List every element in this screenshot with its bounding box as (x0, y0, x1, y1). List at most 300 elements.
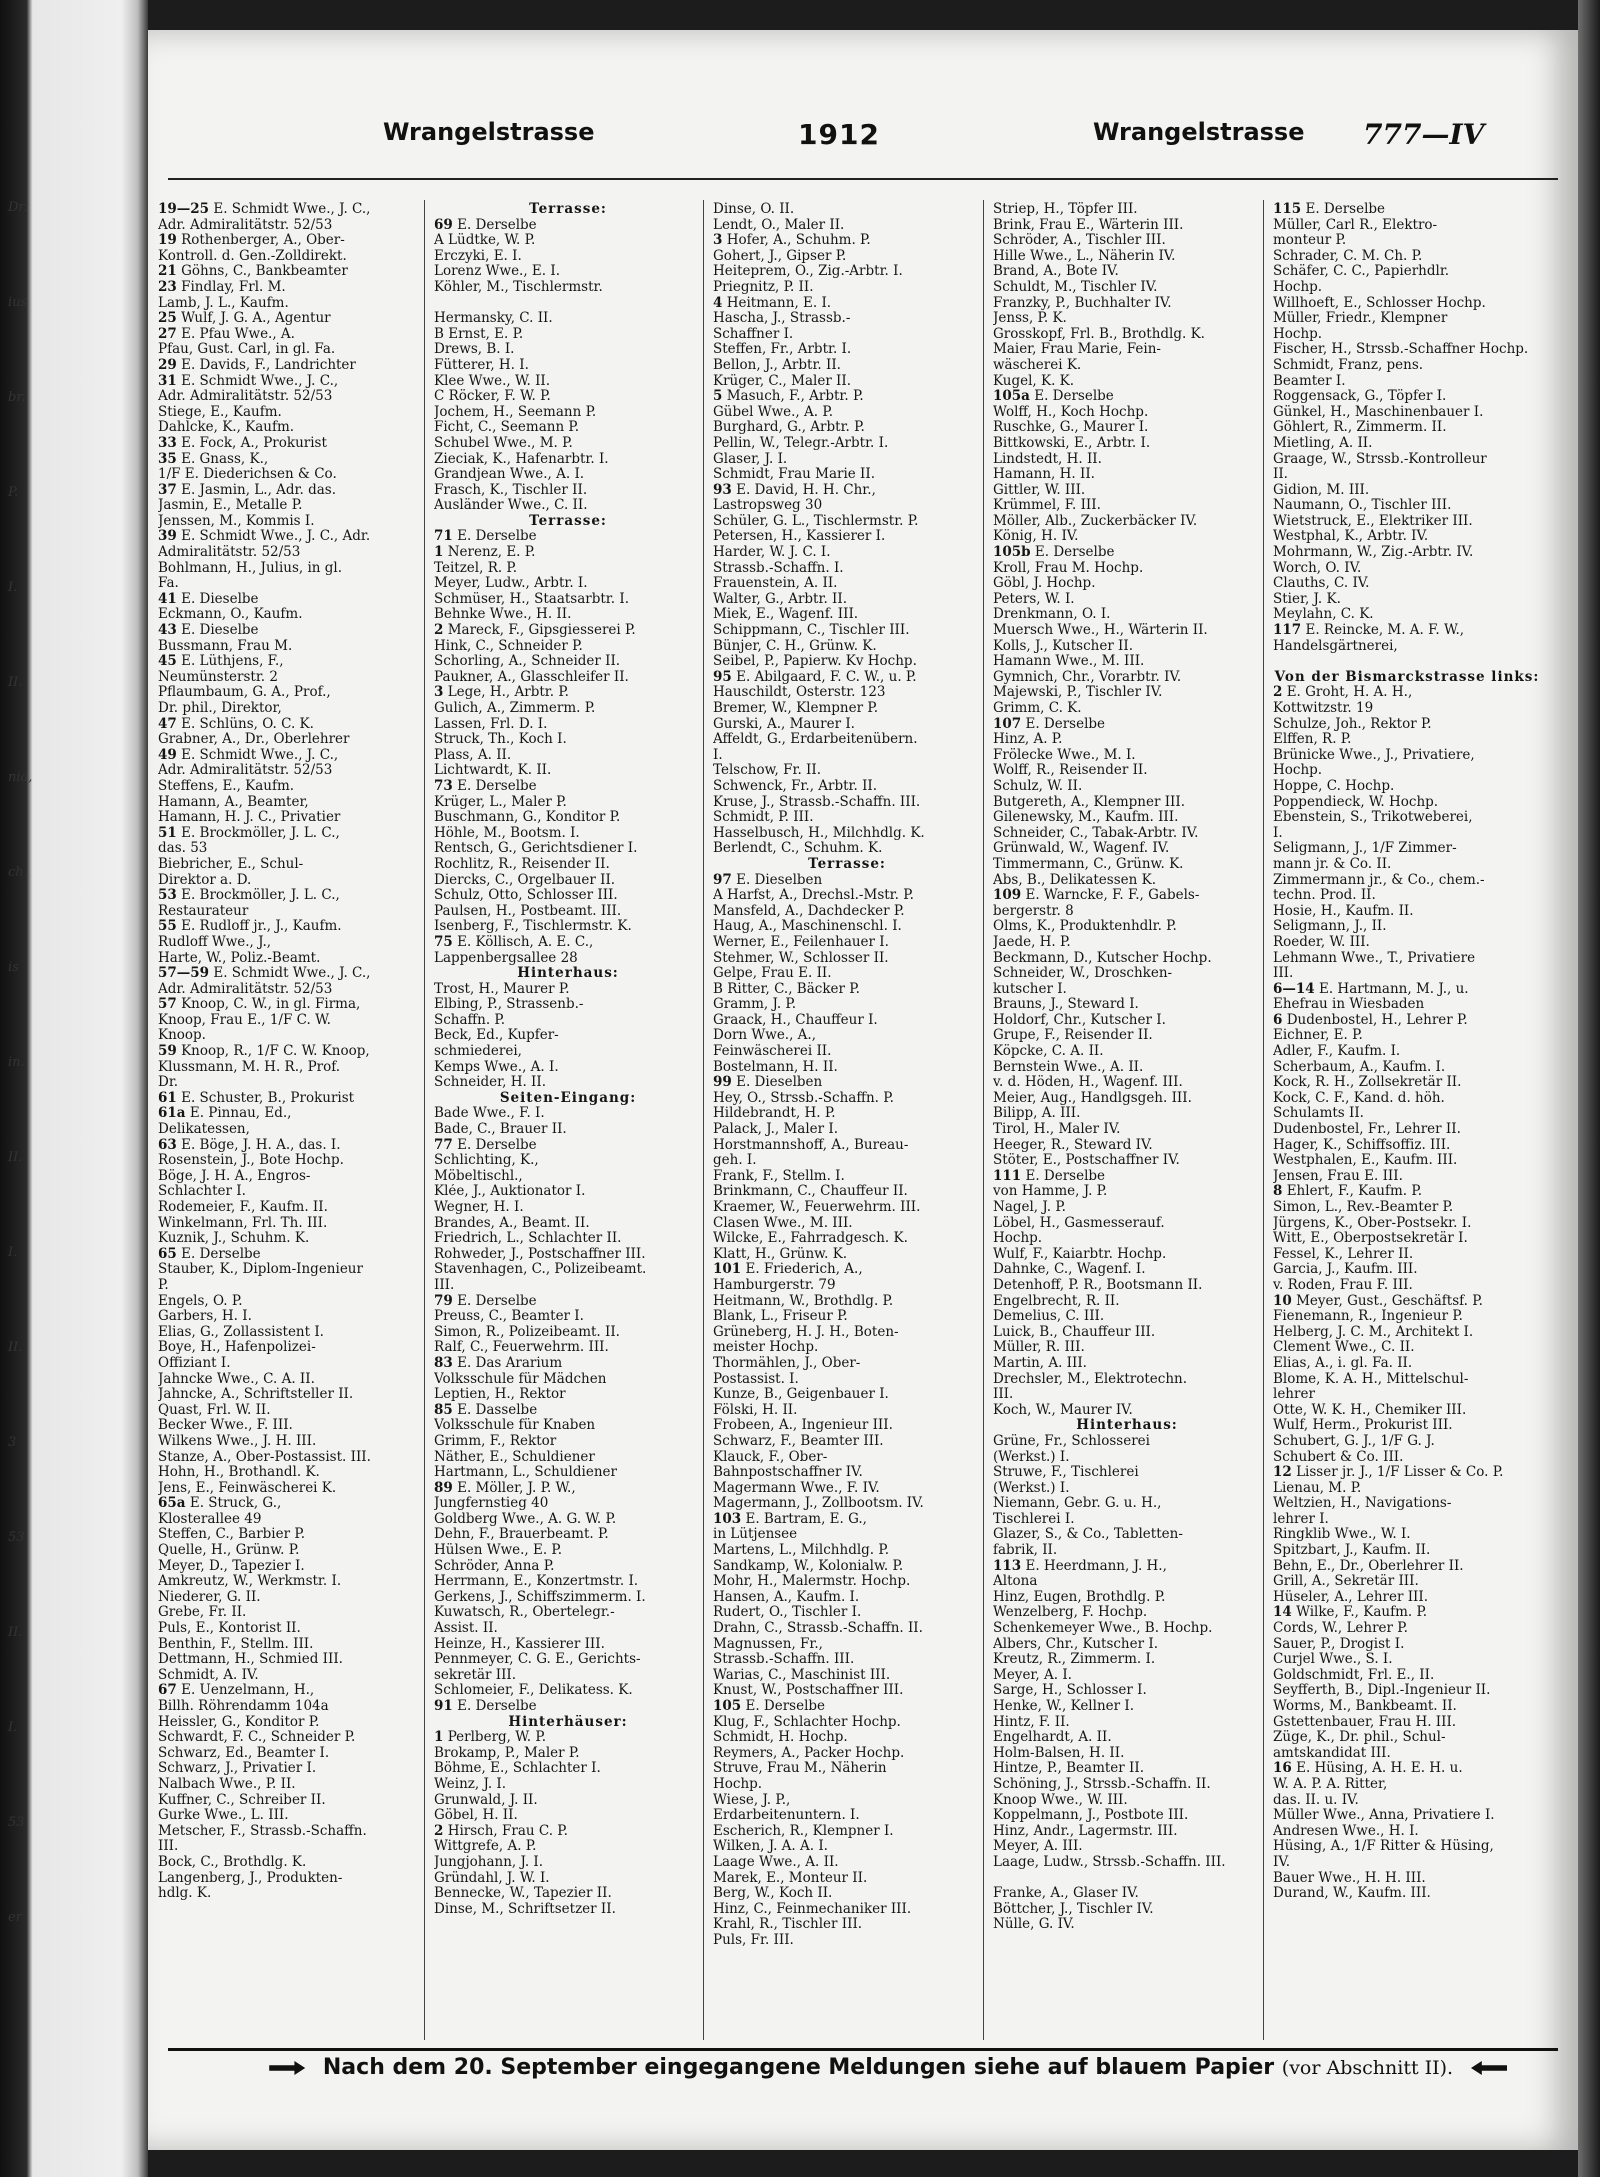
directory-line: Bernstein Wwe., A. II. (993, 1059, 1144, 1075)
directory-line: Olms, K., Produktenhdlr. P. (993, 919, 1177, 935)
directory-line: Gulich, A., Zimmerm. P. (434, 701, 596, 716)
directory-line: Hascha, J., Strassb.- (713, 311, 851, 327)
directory-line: Magnussen, Fr., (713, 1636, 823, 1652)
directory-line: Ringklib Wwe., W. I. (1273, 1527, 1411, 1543)
directory-line: Hochp. (993, 1231, 1043, 1247)
directory-line: Kroll, Frau M. Hochp. (993, 560, 1144, 576)
directory-line: Martin, A. III. (993, 1355, 1087, 1371)
directory-line: Gidion, M. III. (1273, 482, 1370, 498)
directory-line: Striep, H., Töpfer III. (993, 202, 1138, 217)
column-divider (1263, 200, 1264, 2040)
directory-line: Beck, Ed., Kupfer- (434, 1028, 559, 1044)
directory-line: Roeder, W. III. (1273, 934, 1370, 950)
directory-line: Hartmann, L., Schuldiener (434, 1465, 617, 1481)
directory-line: Paukner, A., Glasschleifer II. (434, 669, 629, 685)
left-page-fragment: I. (8, 580, 18, 595)
directory-line: Trost, H., Maurer P. (434, 981, 570, 997)
directory-line: hdlg. K. (158, 1886, 212, 1902)
directory-line: Schwarz, Ed., Beamter I. (158, 1745, 330, 1761)
left-page-fragment: II. (8, 1340, 23, 1355)
directory-line: Grabner, A., Dr., Oberlehrer (158, 732, 350, 748)
directory-line: Albers, Chr., Kutscher I. (993, 1636, 1158, 1652)
directory-line: Puls, E., Kontorist II. (158, 1621, 301, 1637)
directory-line: Böttcher, J., Tischler IV. (993, 1901, 1154, 1917)
directory-line: 83 E. Das Ärarium (434, 1355, 563, 1371)
directory-line: Berg, W., Koch II. (713, 1886, 833, 1902)
directory-line: Böhme, E., Schlachter I. (434, 1761, 601, 1777)
directory-line: Jochem, H., Seemann P. (434, 404, 597, 420)
directory-line: Brinkmann, C., Chauffeur II. (713, 1184, 908, 1200)
directory-line: Schwarz, F., Beamter III. (713, 1433, 884, 1449)
directory-line: Schmidt, Frau Marie II. (713, 467, 876, 483)
directory-line: Hülsen Wwe., E. P. (434, 1543, 563, 1559)
directory-line: Krahl, R., Tischler III. (713, 1917, 863, 1933)
directory-line: sekretär III. (434, 1667, 517, 1683)
directory-line: Frobeen, A., Ingenieur III. (713, 1418, 893, 1434)
directory-line: 59 Knoop, R., 1/F C. W. Knoop, (158, 1044, 370, 1060)
directory-line: Grunwald, J. II. (434, 1792, 538, 1808)
directory-line: Knust, W., Postschaffner III. (713, 1683, 904, 1699)
directory-line: Palack, J., Maler I. (713, 1122, 839, 1138)
directory-line: Puls, Fr. III. (713, 1932, 794, 1948)
directory-line: Meyer, Ludw., Arbtr. I. (434, 576, 588, 592)
left-page-fragment: ch. (8, 865, 28, 880)
directory-line: Stöter, E., Postschaffner IV. (993, 1153, 1180, 1169)
directory-line: Stier, J. K. (1273, 591, 1341, 607)
directory-line: Paulsen, H., Postbeamt. III. (434, 903, 622, 919)
directory-line: Bünjer, C. H., Grünw. K. (713, 638, 877, 654)
directory-line: Clauths, C. IV. (1273, 576, 1370, 592)
directory-line: Lappenbergsallee 28 (434, 950, 578, 966)
directory-line: Schmidt, A. IV. (158, 1667, 259, 1683)
directory-line: 1 Nerenz, E. P. (434, 545, 536, 561)
directory-line: Billh. Röhrendamm 104a (158, 1699, 329, 1714)
directory-line: Gramm, J. P. (713, 997, 797, 1013)
directory-line: Affeldt, G., Erdarbeitenübern. (713, 732, 918, 748)
directory-line: techn. Prod. II. (1273, 888, 1376, 904)
scan-right-edge (1578, 0, 1600, 2177)
directory-line: Gerkens, J., Schiffszimmerm. I. (434, 1589, 646, 1605)
directory-line: Handelsgärtnerei, (1273, 638, 1398, 654)
directory-line: Elffen, R. P. (1273, 732, 1352, 748)
directory-line: 99 E. Dieselben (713, 1075, 823, 1091)
directory-line: Klee Wwe., W. II. (434, 373, 551, 389)
directory-line: Demelius, C. III. (993, 1309, 1105, 1325)
directory-line: 77 E. Derselbe (434, 1137, 537, 1153)
directory-line: Frauenstein, A. II. (713, 576, 838, 592)
directory-line: Bilipp, A. III. (993, 1106, 1081, 1122)
directory-line: geh. I. (713, 1153, 757, 1169)
directory-line: Petersen, H., Kassierer I. (713, 529, 886, 545)
directory-line: 27 E. Pfau Wwe., A. (158, 326, 295, 342)
directory-line: W. A. P. A. Ritter, (1273, 1776, 1388, 1792)
directory-line: Eckmann, O., Kaufm. (158, 607, 303, 623)
directory-line: Erczyki, E. I. (434, 248, 522, 264)
directory-line: II. (1273, 467, 1288, 483)
directory-line: Mohrmann, W., Zig.-Arbtr. IV. (1273, 545, 1474, 561)
directory-line: 21 Göhns, C., Bankbeamter (158, 264, 348, 280)
directory-line: Horstmannshoff, A., Bureau- (713, 1137, 909, 1153)
directory-line: Kemps Wwe., A. I. (434, 1059, 559, 1075)
directory-line: Kolls, J., Kutscher II. (993, 638, 1134, 654)
header-rule (168, 178, 1558, 180)
directory-line: Stanze, A., Ober-Postassist. III. (158, 1449, 371, 1465)
directory-line: Beckmann, D., Kutscher Hochp. (993, 950, 1212, 966)
directory-line: wäscherei K. (993, 357, 1082, 373)
directory-line: 55 E. Rudloff jr., J., Kaufm. (158, 919, 342, 935)
directory-line: Engelhardt, A. II. (993, 1730, 1112, 1746)
directory-line: Kugel, K. K. (993, 373, 1075, 389)
directory-line: 12 Lisser jr. J., 1/F Lisser & Co. P. (1273, 1465, 1504, 1481)
directory-line: Jahncke, A., Schriftsteller II. (158, 1387, 354, 1403)
directory-line: Hochp. (1273, 763, 1323, 779)
directory-line: 73 E. Derselbe (434, 778, 537, 794)
directory-line: Göbl, J. Hochp. (993, 576, 1096, 592)
directory-line: Wittgrefe, A. P. (434, 1839, 537, 1855)
directory-line: Clasen Wwe., M. III. (713, 1215, 853, 1231)
directory-line: Neumünsterstr. 2 (158, 669, 278, 685)
directory-line: Martens, L., Milchhdlg. P. (713, 1543, 890, 1559)
directory-line: Müller, Friedr., Klempner (1273, 311, 1448, 327)
directory-line: Hamann, A., Beamter, (158, 794, 309, 810)
directory-line: 1/F E. Diederichsen & Co. (158, 467, 337, 483)
directory-line: Dorn Wwe., A., (713, 1028, 817, 1044)
directory-line: 101 E. Friederich, A., (713, 1262, 863, 1278)
directory-line: Elias, G., Zollassistent I. (158, 1324, 324, 1340)
directory-line: 43 E. Dieselbe (158, 623, 259, 639)
directory-line: Rodemeier, F., Kaufm. II. (158, 1200, 328, 1215)
directory-line: Hasselbusch, H., Milchhdlg. K. (713, 825, 925, 841)
directory-line: Gymnich, Chr., Vorarbtr. IV. (993, 669, 1182, 685)
directory-line: Otte, W. K. H., Chemiker III. (1273, 1402, 1467, 1418)
directory-line: Dahnke, C., Wagenf. I. (993, 1262, 1146, 1278)
directory-line: Muersch Wwe., H., Wärterin II. (993, 623, 1208, 639)
left-page-fragment: er (8, 1910, 22, 1925)
directory-line: Heinze, H., Kassierer III. (434, 1636, 605, 1652)
directory-line: 2 Mareck, F., Gipsgiesserei P. (434, 623, 636, 639)
directory-line: Bauer Wwe., H. H. III. (1273, 1870, 1426, 1886)
directory-line: Amkreutz, W., Werkmstr. I. (158, 1574, 342, 1590)
directory-line: Grimm, F., Rektor (434, 1433, 557, 1449)
directory-line: Werner, E., Feilenhauer I. (713, 934, 889, 950)
directory-line: Koppelmann, J., Postbote III. (993, 1808, 1189, 1824)
directory-line: lehrer I. (1273, 1511, 1329, 1527)
directory-line: Becker Wwe., F. III. (158, 1418, 293, 1434)
directory-line: Simon, R., Polizeibeamt. II. (434, 1324, 620, 1340)
directory-line: Sandkamp, W., Kolonialw. P. (713, 1558, 904, 1574)
directory-line: Schwarz, J., Privatier I. (158, 1761, 317, 1777)
directory-line: Jungjohann, J. I. (434, 1854, 544, 1870)
directory-line: mann jr. & Co. II. (1273, 856, 1392, 872)
directory-line: Dinse, O. II. (713, 202, 795, 217)
directory-line: Brandes, A., Beamt. II. (434, 1215, 590, 1231)
directory-line: Strassb.-Schaffn. III. (713, 1652, 855, 1668)
directory-line: Gittler, W. III. (993, 482, 1086, 498)
directory-line: 23 Findlay, Frl. M. (158, 279, 286, 295)
directory-line (1273, 654, 1541, 670)
directory-line: Winkelmann, Frl. Th. III. (158, 1215, 328, 1231)
directory-line: Schubert, G. J., 1/F G. J. (1273, 1433, 1435, 1449)
directory-line: Schubert & Co. III. (1273, 1449, 1404, 1465)
directory-line: Holdorf, Chr., Kutscher I. (993, 1012, 1166, 1028)
directory-line: Worch, O. IV. (1273, 560, 1362, 576)
directory-line: Adr. Admiralitätstr. 52/53 (158, 981, 333, 997)
directory-line: 89 E. Möller, J. P. W., (434, 1480, 576, 1496)
directory-line: Elbing, P., Strassenb.- (434, 997, 584, 1013)
directory-line: Schorling, A., Schneider II. (434, 654, 621, 670)
directory-line: Poppendieck, W. Hochp. (1273, 794, 1439, 810)
directory-line: Hohn, H., Brothandl. K. (158, 1465, 320, 1481)
directory-line: Haug, A., Maschinenschl. I. (713, 919, 902, 935)
directory-line: Boye, H., Hafenpolizei- (158, 1340, 316, 1356)
directory-line: Wenzelberg, F. Hochp. (993, 1605, 1148, 1621)
directory-line: Henke, W., Kellner I. (993, 1699, 1134, 1714)
directory-line: Bade, C., Brauer II. (434, 1122, 567, 1138)
directory-line: Hager, K., Schiffsoffiz. III. (1273, 1137, 1451, 1153)
directory-line: Benthin, F., Stellm. III. (158, 1636, 314, 1652)
directory-line: Gurski, A., Maurer I. (713, 716, 855, 732)
directory-line: Rohweder, J., Postschaffner III. (434, 1246, 646, 1262)
directory-line: Schäfer, C. C., Papierhdlr. (1273, 264, 1450, 280)
directory-line: Postassist. I. (713, 1371, 799, 1387)
directory-line: 29 E. Davids, F., Landrichter (158, 357, 356, 373)
directory-line: Magermann Wwe., F. IV. (713, 1480, 880, 1496)
directory-line: B Ernst, E. P. (434, 326, 524, 342)
directory-line: Spitzbart, J., Kaufm. II. (1273, 1543, 1431, 1559)
directory-line: Schröder, Anna P. (434, 1558, 555, 1574)
directory-line: Grandjean Wwe., A. I. (434, 467, 585, 483)
directory-line: Wilcke, E., Fahrradgesch. K. (713, 1231, 908, 1247)
directory-line: Kruse, J., Strassb.-Schaffn. III. (713, 794, 921, 810)
directory-line: Rosenstein, J., Bote Hochp. (158, 1153, 344, 1169)
directory-line: Butgereth, A., Klempner III. (993, 794, 1185, 810)
directory-line: I. (713, 747, 723, 763)
directory-line: Volksschule für Mädchen (434, 1371, 607, 1387)
directory-line: Miek, E., Wagenf. III. (713, 607, 859, 623)
directory-line: Scherbaum, A., Kaufm. I. (1273, 1059, 1446, 1075)
directory-line: Volksschule für Knaben (434, 1418, 596, 1434)
directory-line: Marek, E., Monteur II. (713, 1870, 868, 1886)
directory-line: Eichner, E. P. (1273, 1028, 1363, 1044)
directory-line: Fütterer, H. I. (434, 357, 529, 373)
directory-line: 113 E. Heerdmann, J. H., (993, 1558, 1167, 1574)
directory-line: Seligmann, J., 1/F Zimmer- (1273, 841, 1457, 857)
directory-line: Jahncke Wwe., C. A. II. (158, 1371, 315, 1387)
directory-line: Glazer, S., & Co., Tabletten- (993, 1527, 1183, 1543)
directory-line: III. (158, 1839, 179, 1855)
directory-line: 65a E. Struck, G., (158, 1496, 282, 1512)
directory-line: Biebricher, E., Schul- (158, 856, 304, 872)
directory-line: Kuffner, C., Schreiber II. (158, 1792, 326, 1808)
directory-line: Von der Bismarckstrasse links: (1274, 669, 1540, 685)
directory-line: 63 E. Böge, J. H. A., das. I. (158, 1137, 341, 1153)
directory-line: Mietling, A. II. (1273, 435, 1373, 451)
directory-line: Drenkmann, O. I. (993, 607, 1111, 623)
directory-line: Erdarbeitenuntern. I. (713, 1808, 860, 1824)
directory-line: Behn, E., Dr., Oberlehrer II. (1273, 1558, 1464, 1574)
column-divider (983, 200, 984, 2040)
directory-line: Engelbrecht, R. II. (993, 1293, 1120, 1309)
directory-line: Klussmann, M. H. R., Prof. (158, 1059, 341, 1075)
directory-line: Hüsing, A., 1/F Ritter & Hüsing, (1273, 1839, 1494, 1855)
directory-line: Grosskopf, Frl. B., Brothdlg. K. (993, 326, 1205, 342)
directory-line: Hauschildt, Osterstr. 123 (713, 685, 886, 701)
directory-line: 5 Masuch, F., Arbtr. P. (713, 389, 864, 405)
directory-line: Worms, M., Bankbeamt. II. (1273, 1699, 1457, 1714)
directory-line: Näther, E., Schuldiener (434, 1449, 595, 1465)
directory-line: Grill, A., Sekretär III. (1273, 1574, 1419, 1590)
directory-line: Schöning, J., Strssb.-Schaffn. II. (993, 1776, 1211, 1792)
directory-page (148, 30, 1578, 2150)
directory-line: Klug, F., Schlachter Hochp. (713, 1714, 901, 1730)
directory-column-3 (713, 202, 981, 1949)
directory-line: Höhle, M., Bootsm. I. (434, 825, 580, 841)
directory-line: Strassb.-Schaffn. I. (713, 560, 844, 576)
directory-line: Hamann, H. J. C., Privatier (158, 810, 341, 826)
directory-line: Helberg, J. C. M., Architekt I. (1273, 1324, 1474, 1340)
directory-line: Steffens, E., Kaufm. (158, 778, 295, 794)
directory-line: Meyer, D., Tapezier I. (158, 1558, 305, 1574)
directory-line: Steffen, C., Barbier P. (158, 1527, 305, 1543)
directory-line: Klosterallee 49 (158, 1511, 262, 1527)
directory-line: Holm-Balsen, H. II. (993, 1745, 1125, 1761)
directory-line: Walter, G., Arbtr. II. (713, 591, 847, 607)
directory-line: Struwe, F., Tischlerei (993, 1465, 1139, 1481)
directory-line: Schröder, A., Tischler III. (993, 233, 1166, 249)
directory-line: Gelpe, Frau E. II. (713, 966, 832, 982)
directory-line: Stauber, K., Diplom-Ingenieur (158, 1262, 363, 1278)
directory-line: Adler, F., Kaufm. I. (1273, 1044, 1401, 1060)
directory-line: Göhlert, R., Zimmerm. II. (1273, 420, 1447, 436)
directory-line: Glaser, J. I. (713, 451, 788, 467)
directory-line: Maier, Frau Marie, Fein- (993, 342, 1161, 358)
left-page-fragment: 53 (8, 1815, 25, 1830)
directory-line: schmiederei, (434, 1044, 522, 1060)
directory-line: Gründahl, J. W. I. (434, 1870, 550, 1886)
directory-line: Majewski, P., Tischler IV. (993, 685, 1163, 701)
directory-line: Kuwatsch, R., Obertelegr.- (434, 1605, 615, 1621)
directory-line: Jenss, P. K. (993, 311, 1067, 327)
left-page-fragment: II. (8, 675, 23, 690)
directory-line: Metscher, F., Strassb.-Schaffn. (158, 1823, 367, 1839)
directory-line: Drews, B. I. (434, 342, 515, 358)
directory-line: Magermann, J., Zollbootsm. IV. (713, 1496, 924, 1512)
directory-line: Bock, C., Brothdlg. K. (158, 1854, 307, 1870)
directory-line: Schmüser, H., Staatsarbtr. I. (434, 591, 629, 607)
directory-line: Schneider, C., Tabak-Arbtr. IV. (993, 825, 1199, 841)
directory-line: Luick, B., Chauffeur III. (993, 1324, 1156, 1340)
directory-line: Knoop, Frau E., 1/F C. W. (158, 1012, 331, 1028)
directory-line: 2 Hirsch, Frau C. P. (434, 1823, 568, 1839)
directory-line: 117 E. Reincke, M. A. F. W., (1273, 623, 1465, 639)
directory-line: Hamann, H. II. (993, 467, 1095, 483)
directory-line: Schüler, G. L., Tischlermstr. P. (713, 513, 919, 529)
directory-line: Dr. (158, 1075, 179, 1091)
page-number: 777—IV (1363, 118, 1485, 151)
left-page-edge (0, 0, 148, 2177)
directory-line: Cords, W., Lehrer P. (1273, 1621, 1408, 1637)
directory-line: Rudloff Wwe., J., (158, 934, 272, 950)
directory-line: 49 E. Schmidt Wwe., J. C., (158, 747, 339, 763)
directory-line: Wulf, F., Kaiarbtr. Hochp. (993, 1246, 1167, 1262)
directory-line: Schulz, Otto, Schlosser III. (434, 888, 618, 904)
directory-line: Heeger, R., Steward IV. (993, 1137, 1153, 1153)
directory-line: Kuznik, J., Schuhm. K. (158, 1231, 310, 1247)
directory-line: Fischer, H., Strssb.-Schaffner Hochp. (1273, 342, 1529, 358)
directory-line: Meier, Aug., Handlgsgeh. III. (993, 1090, 1192, 1106)
pointing-hand-icon (269, 2061, 305, 2075)
directory-line: Telschow, Fr. II. (713, 763, 821, 779)
directory-line: Blome, K. A. H., Mittelschul- (1273, 1371, 1469, 1387)
directory-line: Assist. II. (434, 1621, 498, 1637)
left-page-fragment: Dr. (8, 200, 28, 215)
directory-line: 25 Wulf, J. G. A., Agentur (158, 311, 331, 327)
directory-line: Seligmann, J., II. (1273, 919, 1387, 935)
directory-line: 79 E. Derselbe (434, 1293, 537, 1309)
directory-line: Kunze, B., Geigenbauer I. (713, 1387, 889, 1403)
directory-line: Jasmin, E., Metalle P. (158, 498, 303, 514)
directory-line: 61 E. Schuster, B., Prokurist (158, 1090, 355, 1106)
directory-line: Offiziant I. (158, 1355, 231, 1371)
directory-line: Schlachter I. (158, 1184, 246, 1200)
directory-line: Ebenstein, S., Trikotweberei, (1273, 810, 1473, 826)
directory-line: Drechsler, M., Elektrotechn. (993, 1371, 1188, 1387)
directory-line: Wietstruck, E., Elektriker III. (1273, 513, 1473, 529)
directory-line: 105b E. Derselbe (993, 545, 1115, 561)
directory-line: Hey, O., Strssb.-Schaffn. P. (713, 1090, 894, 1106)
directory-line: 14 Wilke, F., Kaufm. P. (1273, 1605, 1428, 1621)
directory-line: 19—25 E. Schmidt Wwe., J. C., (158, 202, 371, 217)
directory-line: 37 E. Jasmin, L., Adr. das. (158, 482, 337, 498)
directory-line: Hermansky, C. II. (434, 311, 553, 327)
directory-line: 91 E. Derselbe (434, 1699, 537, 1714)
footer-notice-reference: (vor Abschnitt II). (1281, 2057, 1454, 2079)
directory-line: 109 E. Warncke, F. F., Gabels- (993, 888, 1200, 904)
directory-line: Warias, C., Maschinist III. (713, 1667, 891, 1683)
directory-line: Lamb, J. L., Kaufm. (158, 295, 289, 311)
directory-line: amtskandidat III. (1273, 1745, 1391, 1761)
directory-line: Gurke Wwe., L. III. (158, 1808, 289, 1824)
directory-line: Durand, W., Kaufm. III. (1273, 1886, 1431, 1902)
directory-line: Leptien, H., Rektor (434, 1387, 566, 1403)
directory-line: das. II. u. IV. (1273, 1792, 1359, 1808)
directory-line: Abs, B., Delikatessen K. (993, 872, 1156, 888)
directory-line: Dudenbostel, Fr., Lehrer II. (1273, 1122, 1461, 1138)
directory-line: C Röcker, F. W. P. (434, 389, 551, 405)
directory-line: Jenssen, M., Kommis I. (158, 513, 315, 529)
directory-line: 95 E. Abilgaard, F. C. W., u. P. (713, 669, 917, 685)
directory-line: Bremer, W., Klempner P. (713, 701, 878, 716)
directory-line: 93 E. David, H. H. Chr., (713, 482, 876, 498)
directory-line: 1 Perlberg, W. P. (434, 1730, 546, 1746)
directory-line: III. (993, 1387, 1014, 1403)
directory-line: Wilken, J. A. A. I. (713, 1839, 828, 1855)
directory-line: monteur P. (1273, 233, 1347, 249)
directory-line: Wilkens Wwe., J. H. III. (158, 1433, 317, 1449)
directory-line: Grüneberg, H. J. H., Boten- (713, 1324, 899, 1340)
directory-line: I. (1273, 825, 1283, 841)
directory-line: Wolff, R., Reisender II. (993, 763, 1148, 779)
directory-line: Fa. (158, 576, 179, 592)
directory-line: Hille Wwe., L., Näherin IV. (993, 248, 1176, 264)
directory-line: 45 E. Lüthjens, F., (158, 654, 284, 670)
directory-line: Mohr, H., Malermstr. Hochp. (713, 1574, 911, 1590)
directory-line: Hinz, Eugen, Brothdlg. P. (993, 1589, 1166, 1605)
directory-line: Preuss, C., Beamter I. (434, 1309, 584, 1325)
directory-line: Hildebrandt, H. P. (713, 1106, 836, 1122)
directory-line: Weinz, J. I. (434, 1776, 507, 1792)
directory-line: Admiralitätstr. 52/53 (158, 545, 301, 561)
